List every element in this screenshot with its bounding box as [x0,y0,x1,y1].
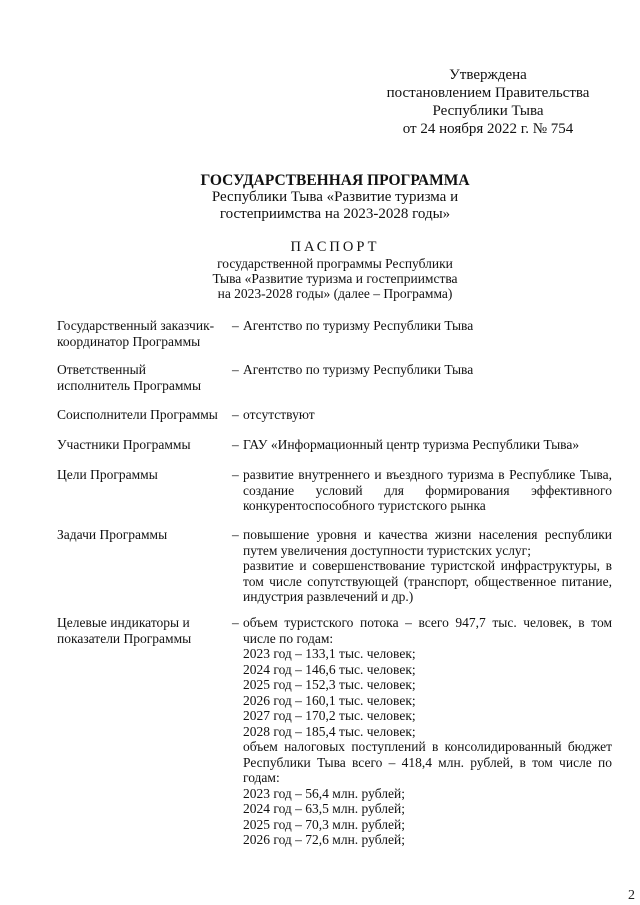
row-value-line: ГАУ «Информационный центр туризма Республики Тыва» [243,437,580,452]
row-label: Государственный заказчик-координатор Программы [57,318,215,349]
row-value-line: 2024 год – 63,5 млн. рублей; [243,801,405,816]
row-dash: – [232,467,239,482]
row-value [243,615,612,848]
program-title-heading: ГОСУДАРСТВЕННАЯ ПРОГРАММА [200,172,470,189]
program-title [150,172,520,223]
row-value [243,318,612,334]
row-label: Цели Программы [57,467,158,482]
row-dash: – [232,527,239,542]
row-value-line: объем налоговых поступлений в консолидированный бюджет Республики Тыва всего – 418,4 млн. рублей, в том числе по годам: [243,739,612,785]
row-dash: – [232,615,239,630]
approval-line: Утверждена [449,67,527,83]
approval-line: постановлением Правительства [386,85,590,101]
row-value-line: 2027 год – 170,2 тыс. человек; [243,708,416,723]
approval-stamp [370,66,606,138]
program-title-line: гостеприимства на 2023-2028 годы» [219,206,451,222]
row-value-line: повышение уровня и качества жизни населения республики путем увеличения доступности туристских услуг; [243,527,612,558]
row-value-line: отсутствуют [243,407,315,422]
row-value-line: 2023 год – 133,1 тыс. человек; [243,646,416,661]
row-dash: – [232,362,239,377]
row-value-line: развитие внутреннего и въездного туризма в Республике Тыва, создание условий для формирования эффективного конкурентоспособного туристского рынка [243,467,612,513]
row-dash: – [232,407,239,422]
approval-line: от 24 ноября 2022 г. № 754 [402,121,574,137]
row-value [243,362,612,378]
row-value-line: 2028 год – 185,4 тыс. человек; [243,723,416,739]
passport-heading: ПАСПОРТ [290,239,380,255]
row-label: Ответственный исполнитель Программы [57,362,202,393]
row-value [243,437,612,453]
row-value-line: объем туристского потока – всего 947,7 тыс. человек, в том числе по годам: [243,615,612,646]
approval-line: Республики Тыва [432,103,544,119]
row-value-line: развитие и совершенствование туристской инфраструктуры, в том числе сопутствующей (транспорт, общественное питание, индустрия развлечений и др.) [243,558,612,604]
passport-line: государственной программы Республики [217,256,453,271]
row-value-line: 2026 год – 72,6 млн. рублей; [243,832,405,847]
program-title-line: Республики Тыва «Развитие туризма и [211,189,459,205]
passport-line: на 2023-2028 годы» (далее – Программа) [217,286,453,301]
row-value-line: 2025 год – 152,3 тыс. человек; [243,677,416,692]
page-number: 2 [628,888,635,903]
row-label: Участники Программы [57,437,191,452]
row-value [243,527,612,605]
row-value-line: Агентство по туризму Республики Тыва [243,362,474,377]
row-value-line: 2024 год – 146,6 тыс. человек; [243,661,416,677]
row-value-line: 2023 год – 56,4 млн. рублей; [243,785,405,801]
row-value-line: 2026 год – 160,1 тыс. человек; [243,692,416,708]
row-value-line: Агентство по туризму Республики Тыва [243,318,474,333]
passport-heading-block [170,240,500,301]
row-value [243,407,612,423]
passport-line: Тыва «Развитие туризма и гостеприимства [212,271,458,286]
row-label: Задачи Программы [57,527,168,542]
row-label: Соисполнители Программы [57,407,218,422]
row-label: Целевые индикаторы и показатели Программы [57,615,192,646]
row-dash: – [232,437,239,452]
row-dash: – [232,318,239,333]
row-value [243,467,612,514]
row-value-line: 2025 год – 70,3 млн. рублей; [243,816,405,832]
